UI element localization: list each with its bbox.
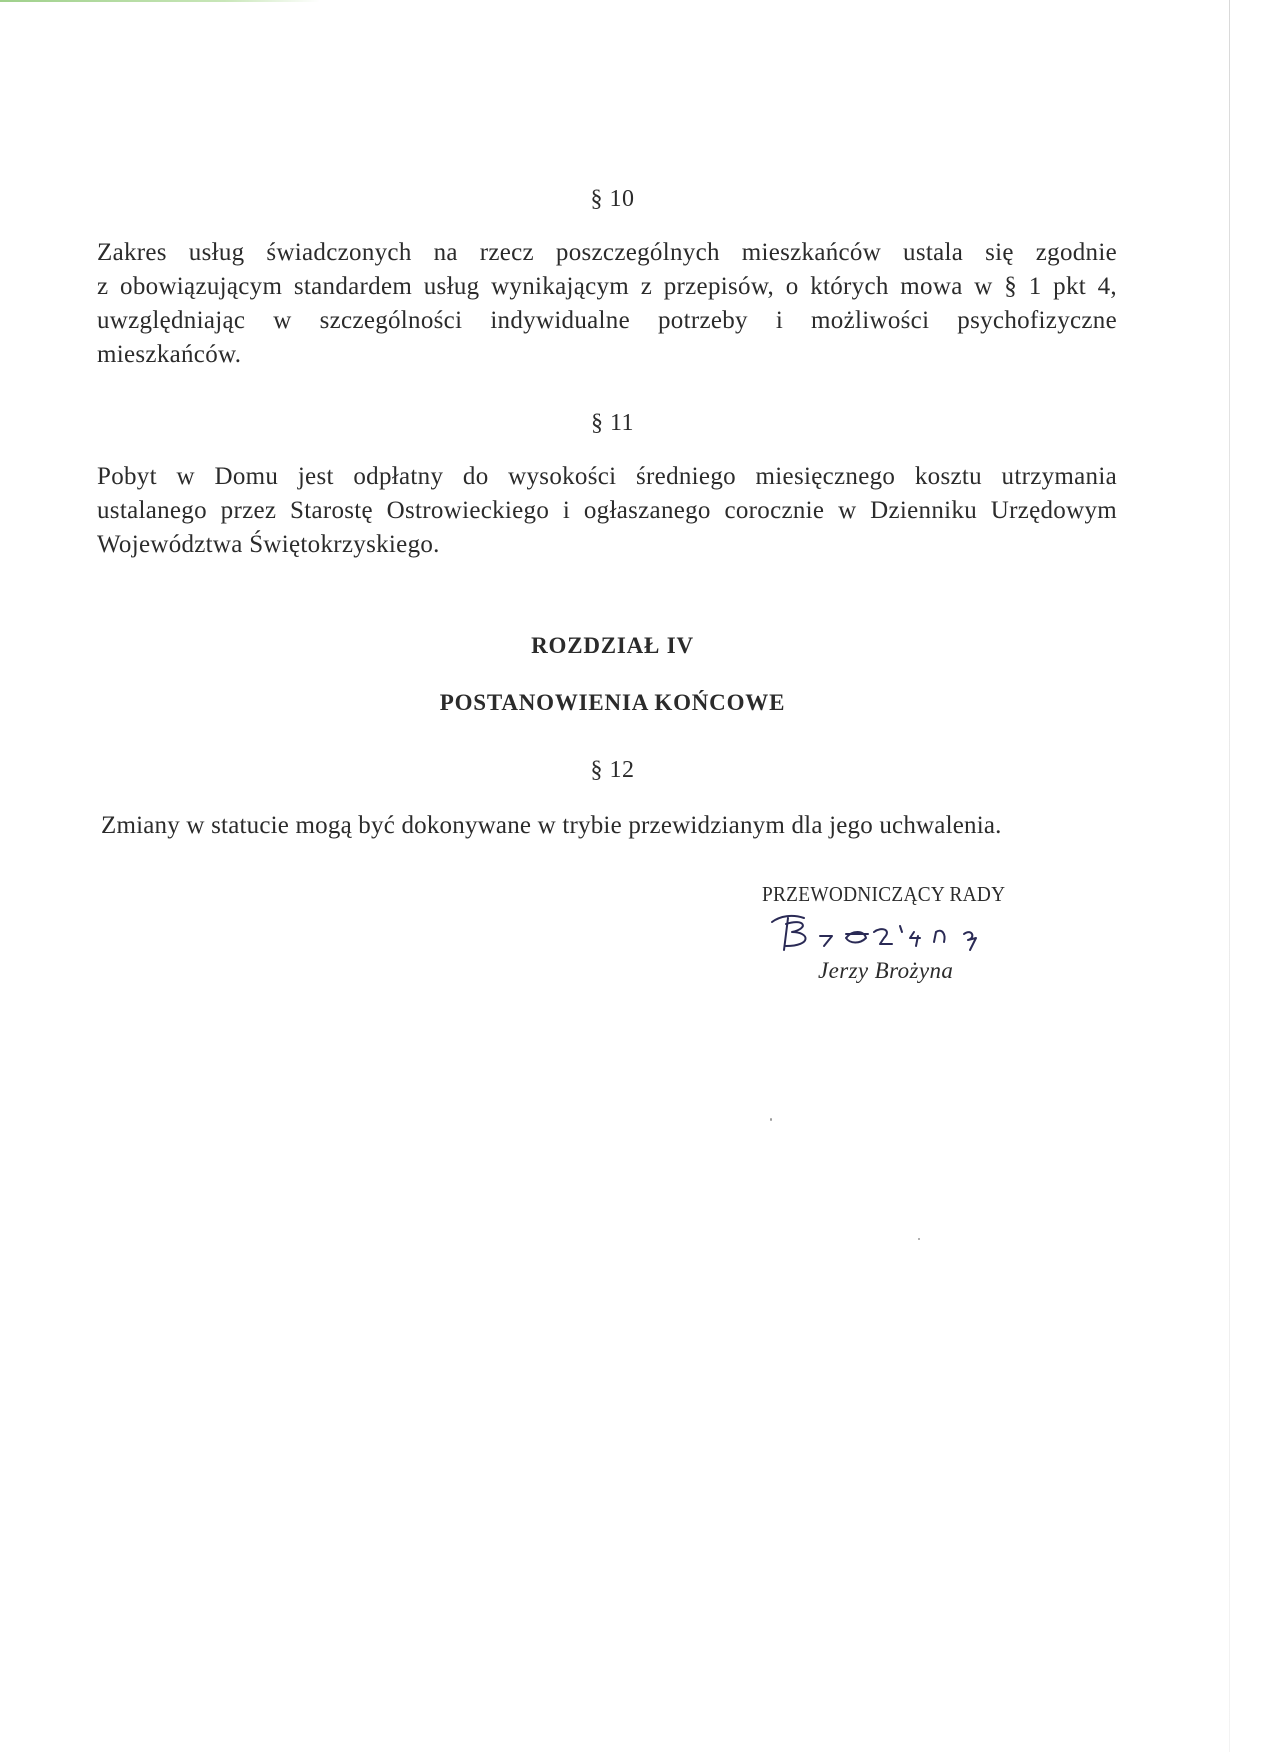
scan-speck bbox=[918, 1238, 920, 1240]
scan-speck bbox=[770, 1118, 772, 1121]
section-12-text: Zmiany w statucie mogą być dokonywane w trybie przewidzianym dla jego uchwalenia. bbox=[101, 812, 1002, 839]
section-10-line: Zakres usług świadczonych na rzecz poszczególnych mieszkańców ustala się zgodnie bbox=[97, 239, 1117, 266]
section-11-line: ustalanego przez Starostę Ostrowieckiego i ogłaszanego corocznie w Dzienniku Urzędowym bbox=[97, 497, 1117, 524]
section-11-line: Pobyt w Domu jest odpłatny do wysokości średniego miesięcznego kosztu utrzymania bbox=[97, 463, 1117, 490]
chapter-title: POSTANOWIENIA KOŃCOWE bbox=[439, 690, 786, 715]
handwritten-signature bbox=[770, 912, 1020, 962]
signatory-name: Jerzy Brożyna bbox=[818, 958, 954, 983]
section-12-heading: § 12 bbox=[590, 757, 635, 783]
section-10-line: z obowiązującym standardem usług wynikającym z przepisów, o których mowa w § 1 pkt 4, bbox=[97, 273, 1117, 300]
section-10-line: mieszkańców. bbox=[97, 341, 242, 368]
chapter-number: ROZDZIAŁ IV bbox=[531, 633, 694, 658]
section-11-text bbox=[97, 460, 1117, 562]
section-10-line: uwzględniając w szczególności indywidualne potrzeby i możliwości psychofizyczne bbox=[97, 307, 1117, 334]
section-10-text bbox=[97, 236, 1117, 372]
section-11-line: Województwa Świętokrzyskiego. bbox=[97, 531, 440, 558]
section-10-heading: § 10 bbox=[590, 186, 635, 212]
section-11-heading: § 11 bbox=[590, 410, 635, 436]
signature-title: PRZEWODNICZĄCY RADY bbox=[762, 882, 1006, 906]
